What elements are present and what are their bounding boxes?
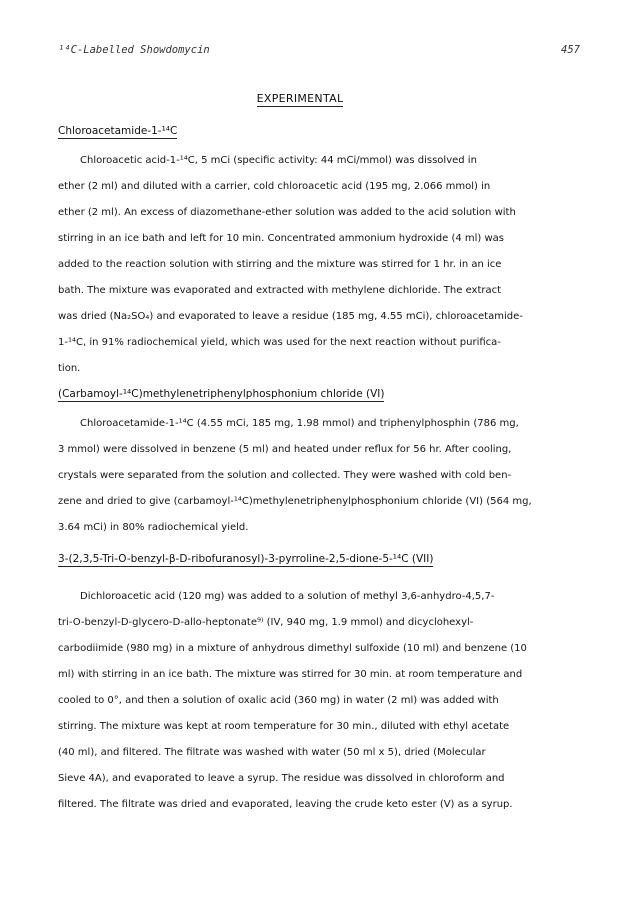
paragraph-line: (40 ml), and filtered. The filtrate was washed with water (50 ml x 5), dried (Molecular xyxy=(58,747,486,758)
paragraph-line: Dichloroacetic acid (120 mg) was added to a solution of methyl 3,6-anhydro-4,5,7- xyxy=(80,591,495,602)
paragraph-line: tion. xyxy=(58,363,81,374)
paragraph-line: carbodiimide (980 mg) in a mixture of anhydrous dimethyl sulfoxide (10 ml) and benzene (10 xyxy=(58,643,527,654)
section-title: EXPERIMENTAL xyxy=(256,92,344,105)
running-head: ¹⁴C-Labelled Showdomycin xyxy=(58,44,210,56)
paragraph-line: stirring. The mixture was kept at room temperature for 30 min., diluted with ethyl acetate xyxy=(58,721,510,732)
paragraph-line: Sieve 4A), and evaporated to leave a syrup. The residue was dissolved in chloroform and xyxy=(58,773,505,784)
paragraph-line: added to the reaction solution with stirring and the mixture was stirred for 1 hr. in an ice xyxy=(58,259,502,270)
paragraph-line: 1-¹⁴C, in 91% radiochemical yield, which was used for the next reaction without purifica- xyxy=(58,337,501,348)
paragraph-line: 3.64 mCi) in 80% radiochemical yield. xyxy=(58,522,249,533)
paragraph-line: filtered. The filtrate was dried and evaporated, leaving the crude keto ester (V) as a syrup. xyxy=(58,799,513,810)
paragraph-line: cooled to 0°, and then a solution of oxalic acid (360 mg) in water (2 ml) was added with xyxy=(58,695,499,706)
subsection-heading: Chloroacetamide-1-¹⁴C xyxy=(58,125,178,137)
subsection-heading: (Carbamoyl-¹⁴C)methylenetriphenylphosphonium chloride (VI) xyxy=(58,388,385,400)
paragraph-line: Chloroacetic acid-1-¹⁴C, 5 mCi (specific activity: 44 mCi/mmol) was dissolved in xyxy=(80,155,477,166)
paragraph-line: 3 mmol) were dissolved in benzene (5 ml) and heated under reflux for 56 hr. After cooling, xyxy=(58,444,512,455)
subsection-heading: 3-(2,3,5-Tri-O-benzyl-β-D-ribofuranosyl)-3-pyrroline-2,5-dione-5-¹⁴C (VII) xyxy=(58,553,434,565)
paragraph-line: Chloroacetamide-1-¹⁴C (4.55 mCi, 185 mg, 1.98 mmol) and triphenylphosphin (786 mg, xyxy=(80,418,519,429)
paragraph-line: zene and dried to give (carbamoyl-¹⁴C)methylenetriphenylphosphonium chloride (VI) (564 mg, xyxy=(58,496,532,507)
paragraph-line: ether (2 ml) and diluted with a carrier, cold chloroacetic acid (195 mg, 2.066 mmol) in xyxy=(58,181,491,192)
paragraph-line: bath. The mixture was evaporated and extracted with methylene dichloride. The extract xyxy=(58,285,502,296)
page-number: 457 xyxy=(561,44,580,56)
paragraph-line: ml) with stirring in an ice bath. The mixture was stirred for 30 min. at room temperature and xyxy=(58,669,523,680)
paragraph-line: stirring in an ice bath and left for 10 min. Concentrated ammonium hydroxide (4 ml) was xyxy=(58,233,505,244)
paragraph-line: tri-O-benzyl-D-glycero-D-allo-heptonate⁹⁾ (IV, 940 mg, 1.9 mmol) and dicyclohexyl- xyxy=(58,617,474,628)
paragraph-line: ether (2 ml). An excess of diazomethane-ether solution was added to the acid solution with xyxy=(58,207,516,218)
paragraph-line: was dried (Na₂SO₄) and evaporated to leave a residue (185 mg, 4.55 mCi), chloroacetamide- xyxy=(58,311,523,322)
paragraph-line: crystals were separated from the solution and collected. They were washed with cold ben- xyxy=(58,470,512,481)
